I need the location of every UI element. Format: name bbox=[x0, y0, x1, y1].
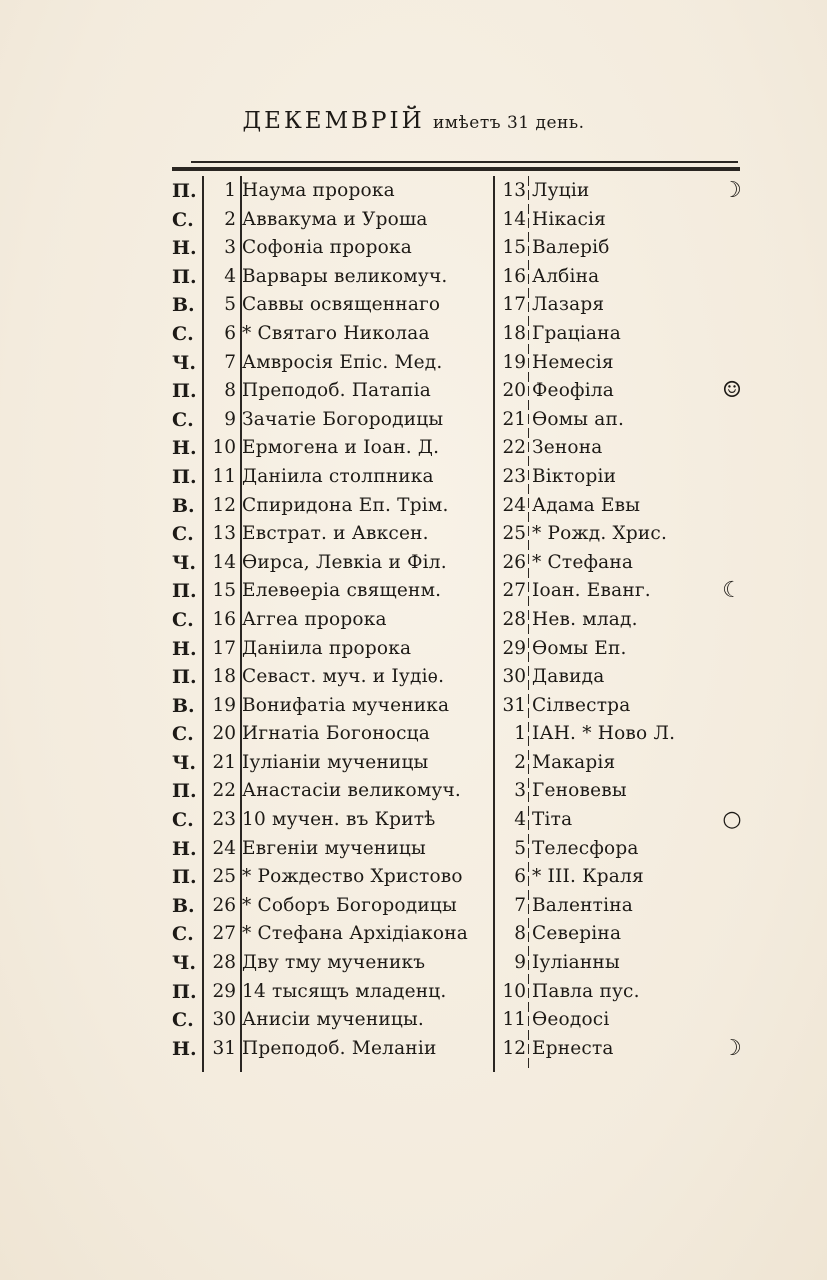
new-saint-cell: * III. Краля bbox=[532, 866, 644, 888]
new-saint-cell: * Рожд. Хрис. bbox=[532, 523, 668, 545]
weekday-cell: С. bbox=[172, 322, 194, 345]
new-saint-cell: Адама Евы bbox=[532, 494, 641, 516]
moon-phase-icon bbox=[712, 549, 752, 578]
new-day-cell: 3 bbox=[514, 780, 526, 802]
new-day-cell: 8 bbox=[514, 923, 526, 945]
moon-phase-icon: ☾ bbox=[722, 578, 742, 604]
table-row bbox=[172, 349, 752, 378]
moon-phase-icon bbox=[712, 291, 752, 320]
saint-cell: Евгеніи мученицы bbox=[242, 837, 426, 859]
new-saint-cell: Северіна bbox=[532, 923, 622, 945]
page-title bbox=[0, 108, 827, 134]
table-row bbox=[172, 835, 752, 864]
new-day-cell: 20 bbox=[502, 380, 526, 402]
saint-cell: Игнатіа Богоносца bbox=[242, 723, 430, 745]
header-rule-thick bbox=[172, 167, 740, 171]
moon-phase-icon: ○ bbox=[722, 807, 742, 833]
saint-cell: Зачатіе Богородицы bbox=[242, 408, 444, 430]
new-saint-cell: IАН. * Ново Л. bbox=[532, 723, 676, 745]
old-day-cell: 2 bbox=[224, 208, 236, 230]
new-day-cell: 1 bbox=[514, 723, 526, 745]
saint-cell: Даніила столпника bbox=[242, 465, 434, 487]
new-saint-cell: Ернеста bbox=[532, 1037, 614, 1059]
table-row bbox=[172, 492, 752, 521]
weekday-cell: С. bbox=[172, 809, 194, 832]
saint-cell: Амвросія Епіс. Мед. bbox=[242, 351, 443, 373]
new-saint-cell: Телесфора bbox=[532, 837, 639, 859]
weekday-cell: П. bbox=[172, 265, 197, 288]
new-day-cell: 28 bbox=[502, 608, 526, 630]
new-day-cell: 4 bbox=[514, 809, 526, 831]
saint-cell: Аввакума и Урошa bbox=[242, 208, 428, 230]
moon-phase-icon bbox=[712, 206, 752, 235]
weekday-cell: П. bbox=[172, 580, 197, 603]
moon-phase-icon bbox=[712, 263, 752, 292]
old-day-cell: 30 bbox=[212, 1009, 236, 1031]
table-row bbox=[172, 463, 752, 492]
new-saint-cell: Тіта bbox=[532, 809, 573, 831]
saint-cell: * Соборъ Богородицы bbox=[242, 894, 457, 916]
weekday-cell: П. bbox=[172, 666, 197, 689]
table-row bbox=[172, 692, 752, 721]
moon-phase-icon bbox=[712, 606, 752, 635]
old-day-cell: 27 bbox=[212, 923, 236, 945]
table-row bbox=[172, 177, 752, 206]
new-saint-cell: Макарія bbox=[532, 751, 616, 773]
new-saint-cell: Феофіла bbox=[532, 380, 615, 402]
table-row bbox=[172, 777, 752, 806]
weekday-cell: Ч. bbox=[172, 351, 196, 374]
moon-phase-icon bbox=[712, 920, 752, 949]
table-row bbox=[172, 320, 752, 349]
weekday-cell: В. bbox=[172, 694, 195, 717]
new-saint-cell: Немесія bbox=[532, 351, 614, 373]
new-saint-cell: Давида bbox=[532, 666, 605, 688]
saint-cell: Ермогена и Іоан. Д. bbox=[242, 437, 440, 459]
moon-phase-icon bbox=[712, 835, 752, 864]
table-row bbox=[172, 406, 752, 435]
new-day-cell: 15 bbox=[502, 237, 526, 259]
old-day-cell: 7 bbox=[224, 351, 236, 373]
moon-phase-icon bbox=[712, 492, 752, 521]
table-row bbox=[172, 1006, 752, 1035]
table-row bbox=[172, 663, 752, 692]
new-saint-cell: Граціана bbox=[532, 322, 621, 344]
old-day-cell: 25 bbox=[212, 866, 236, 888]
table-row bbox=[172, 206, 752, 235]
old-day-cell: 28 bbox=[212, 952, 236, 974]
moon-phase-icon bbox=[712, 892, 752, 921]
weekday-cell: Н. bbox=[172, 837, 197, 860]
table-row bbox=[172, 520, 752, 549]
header-rule-thin bbox=[191, 161, 738, 163]
weekday-cell: С. bbox=[172, 608, 194, 631]
table-row bbox=[172, 606, 752, 635]
table-row bbox=[172, 920, 752, 949]
new-day-cell: 16 bbox=[502, 265, 526, 287]
weekday-cell: С. bbox=[172, 408, 194, 431]
old-day-cell: 10 bbox=[212, 437, 236, 459]
weekday-cell: Ч. bbox=[172, 952, 196, 975]
saint-cell: * Святаго Николаа bbox=[242, 322, 430, 344]
new-day-cell: 24 bbox=[502, 494, 526, 516]
old-day-cell: 16 bbox=[212, 608, 236, 630]
new-saint-cell: Іоан. Еванг. bbox=[532, 580, 651, 602]
old-day-cell: 21 bbox=[212, 751, 236, 773]
old-day-cell: 5 bbox=[224, 294, 236, 316]
table-row bbox=[172, 263, 752, 292]
moon-phase-icon bbox=[712, 635, 752, 664]
new-day-cell: 12 bbox=[502, 1037, 526, 1059]
new-day-cell: 22 bbox=[502, 437, 526, 459]
moon-phase-icon: ☽ bbox=[722, 178, 742, 203]
table-row bbox=[172, 577, 752, 606]
new-day-cell: 6 bbox=[514, 866, 526, 888]
weekday-cell: П. bbox=[172, 866, 197, 889]
saint-cell: 14 тысящъ младенц. bbox=[242, 980, 447, 1002]
new-saint-cell: Ѳомы ап. bbox=[532, 408, 625, 430]
old-day-cell: 1 bbox=[224, 180, 236, 201]
new-day-cell: 30 bbox=[502, 666, 526, 688]
weekday-cell: С. bbox=[172, 208, 194, 231]
new-saint-cell: Нікасія bbox=[532, 208, 606, 230]
new-saint-cell: Павла пус. bbox=[532, 980, 640, 1002]
table-row bbox=[172, 635, 752, 664]
table-row bbox=[172, 949, 752, 978]
table-row bbox=[172, 749, 752, 778]
new-day-cell: 10 bbox=[502, 980, 526, 1002]
table-row bbox=[172, 863, 752, 892]
new-day-cell: 29 bbox=[502, 637, 526, 659]
old-day-cell: 4 bbox=[224, 265, 236, 287]
saint-cell: Дву тму мученикъ bbox=[242, 952, 426, 974]
weekday-cell: Н. bbox=[172, 637, 197, 660]
new-saint-cell: Геновевы bbox=[532, 780, 627, 802]
old-day-cell: 18 bbox=[212, 666, 236, 688]
moon-phase-icon bbox=[712, 1006, 752, 1035]
old-day-cell: 23 bbox=[212, 809, 236, 831]
old-day-cell: 26 bbox=[212, 894, 236, 916]
saint-cell: Анастасіи великомуч. bbox=[242, 780, 462, 802]
weekday-cell: Н. bbox=[172, 1037, 197, 1060]
new-saint-cell: Ѳеодосі bbox=[532, 1009, 610, 1031]
new-saint-cell: Валеріб bbox=[532, 237, 610, 259]
saint-cell: Анисіи мученицы. bbox=[242, 1009, 424, 1031]
saint-cell: * Рождество Христово bbox=[242, 866, 463, 888]
saint-cell: Софоніа пророка bbox=[242, 237, 412, 259]
weekday-cell: В. bbox=[172, 494, 195, 517]
old-day-cell: 22 bbox=[212, 780, 236, 802]
weekday-cell: С. bbox=[172, 723, 194, 746]
new-saint-cell: Ѳомы Еп. bbox=[532, 637, 627, 659]
new-day-cell: 7 bbox=[514, 894, 526, 916]
new-saint-cell: Луціи bbox=[532, 180, 590, 201]
old-day-cell: 11 bbox=[212, 465, 236, 487]
moon-phase-icon bbox=[712, 234, 752, 263]
new-day-cell: 27 bbox=[502, 580, 526, 602]
table-row bbox=[172, 434, 752, 463]
old-day-cell: 6 bbox=[224, 322, 236, 344]
weekday-cell: П. bbox=[172, 465, 197, 488]
new-saint-cell: Вікторіи bbox=[532, 465, 617, 487]
table-row bbox=[172, 892, 752, 921]
weekday-cell: П. bbox=[172, 980, 197, 1003]
new-day-cell: 14 bbox=[502, 208, 526, 230]
new-saint-cell: * Стефана bbox=[532, 551, 634, 573]
old-day-cell: 3 bbox=[224, 237, 236, 259]
new-day-cell: 11 bbox=[502, 1009, 526, 1031]
month-days-note: имѣетъ 31 день. bbox=[432, 113, 585, 133]
saint-cell: Преподоб. Меланіи bbox=[242, 1037, 437, 1059]
old-day-cell: 20 bbox=[212, 723, 236, 745]
saint-cell: Даніила пророка bbox=[242, 637, 412, 659]
moon-phase-icon bbox=[712, 320, 752, 349]
moon-phase-icon bbox=[712, 406, 752, 435]
old-day-cell: 12 bbox=[212, 494, 236, 516]
table-row bbox=[172, 806, 752, 835]
moon-phase-icon bbox=[712, 720, 752, 749]
new-day-cell: 2 bbox=[514, 751, 526, 773]
table-row bbox=[172, 720, 752, 749]
moon-phase-icon bbox=[712, 463, 752, 492]
moon-phase-icon bbox=[712, 520, 752, 549]
new-saint-cell: Сілвестра bbox=[532, 694, 631, 716]
table-row bbox=[172, 978, 752, 1007]
weekday-cell: Н. bbox=[172, 237, 197, 260]
new-day-cell: 5 bbox=[514, 837, 526, 859]
new-saint-cell: Нев. млад. bbox=[532, 608, 638, 630]
new-day-cell: 26 bbox=[502, 551, 526, 573]
moon-phase-icon bbox=[712, 777, 752, 806]
moon-phase-icon bbox=[712, 863, 752, 892]
table-row bbox=[172, 549, 752, 578]
weekday-cell: П. bbox=[172, 780, 197, 803]
saint-cell: Евстрат. и Авксен. bbox=[242, 523, 429, 545]
new-day-cell: 17 bbox=[502, 294, 526, 316]
new-saint-cell: Албіна bbox=[532, 265, 600, 287]
old-day-cell: 9 bbox=[224, 408, 236, 430]
table-row bbox=[172, 1035, 752, 1064]
weekday-cell: С. bbox=[172, 1009, 194, 1032]
old-day-cell: 13 bbox=[212, 523, 236, 545]
weekday-cell: С. bbox=[172, 523, 194, 546]
old-day-cell: 17 bbox=[212, 637, 236, 659]
saint-cell: Севаст. муч. и Іудіѳ. bbox=[242, 666, 445, 688]
moon-phase-icon: ☽ bbox=[722, 1035, 742, 1061]
new-day-cell: 31 bbox=[502, 694, 526, 716]
old-day-cell: 15 bbox=[212, 580, 236, 602]
table-row bbox=[172, 234, 752, 263]
weekday-cell: Ч. bbox=[172, 751, 196, 774]
new-day-cell: 25 bbox=[502, 523, 526, 545]
old-day-cell: 24 bbox=[212, 837, 236, 859]
old-day-cell: 31 bbox=[212, 1037, 236, 1059]
saint-cell: Аггеа пророка bbox=[242, 608, 387, 630]
table-row bbox=[172, 291, 752, 320]
new-day-cell: 21 bbox=[502, 408, 526, 430]
new-day-cell: 9 bbox=[514, 952, 526, 974]
new-day-cell: 19 bbox=[502, 351, 526, 373]
weekday-cell: Н. bbox=[172, 437, 197, 460]
moon-phase-icon bbox=[712, 663, 752, 692]
old-day-cell: 14 bbox=[212, 551, 236, 573]
old-day-cell: 19 bbox=[212, 694, 236, 716]
table-row bbox=[172, 377, 752, 406]
saint-cell: Саввы освященнаго bbox=[242, 294, 441, 316]
weekday-cell: П. bbox=[172, 180, 197, 202]
new-day-cell: 18 bbox=[502, 322, 526, 344]
saint-cell: Наума пророка bbox=[242, 180, 395, 201]
new-day-cell: 13 bbox=[502, 180, 526, 201]
new-day-cell: 23 bbox=[502, 465, 526, 487]
new-saint-cell: Іуліанны bbox=[532, 952, 620, 974]
moon-phase-icon bbox=[712, 978, 752, 1007]
saint-cell: * Стефана Архідіакона bbox=[242, 923, 469, 945]
new-saint-cell: Лазаря bbox=[532, 294, 605, 316]
moon-phase-icon: ☺ bbox=[722, 378, 742, 404]
saint-cell: Іуліаніи мученицы bbox=[242, 751, 429, 773]
moon-phase-icon bbox=[712, 692, 752, 721]
saint-cell: Варвары великомуч. bbox=[242, 265, 448, 287]
moon-phase-icon bbox=[712, 949, 752, 978]
moon-phase-icon bbox=[712, 749, 752, 778]
old-day-cell: 29 bbox=[212, 980, 236, 1002]
weekday-cell: В. bbox=[172, 294, 195, 317]
weekday-cell: С. bbox=[172, 923, 194, 946]
old-day-cell: 8 bbox=[224, 380, 236, 402]
new-saint-cell: Валентіна bbox=[532, 894, 633, 916]
calendar-table bbox=[172, 177, 752, 1063]
saint-cell: 10 мучен. въ Критѣ bbox=[242, 809, 436, 831]
weekday-cell: Ч. bbox=[172, 551, 196, 574]
moon-phase-icon bbox=[712, 349, 752, 378]
weekday-cell: В. bbox=[172, 894, 195, 917]
month-name: ДЕКЕМВРІЙ bbox=[242, 108, 425, 134]
saint-cell: Преподоб. Патапіа bbox=[242, 380, 431, 402]
saint-cell: Ѳирса, Левкіа и Філ. bbox=[242, 551, 447, 573]
new-saint-cell: Зенона bbox=[532, 437, 603, 459]
saint-cell: Вонифатіа мученика bbox=[242, 694, 450, 716]
saint-cell: Елевѳеріа священм. bbox=[242, 580, 442, 602]
saint-cell: Спиридона Еп. Трім. bbox=[242, 494, 449, 516]
weekday-cell: П. bbox=[172, 380, 197, 403]
moon-phase-icon bbox=[712, 434, 752, 463]
